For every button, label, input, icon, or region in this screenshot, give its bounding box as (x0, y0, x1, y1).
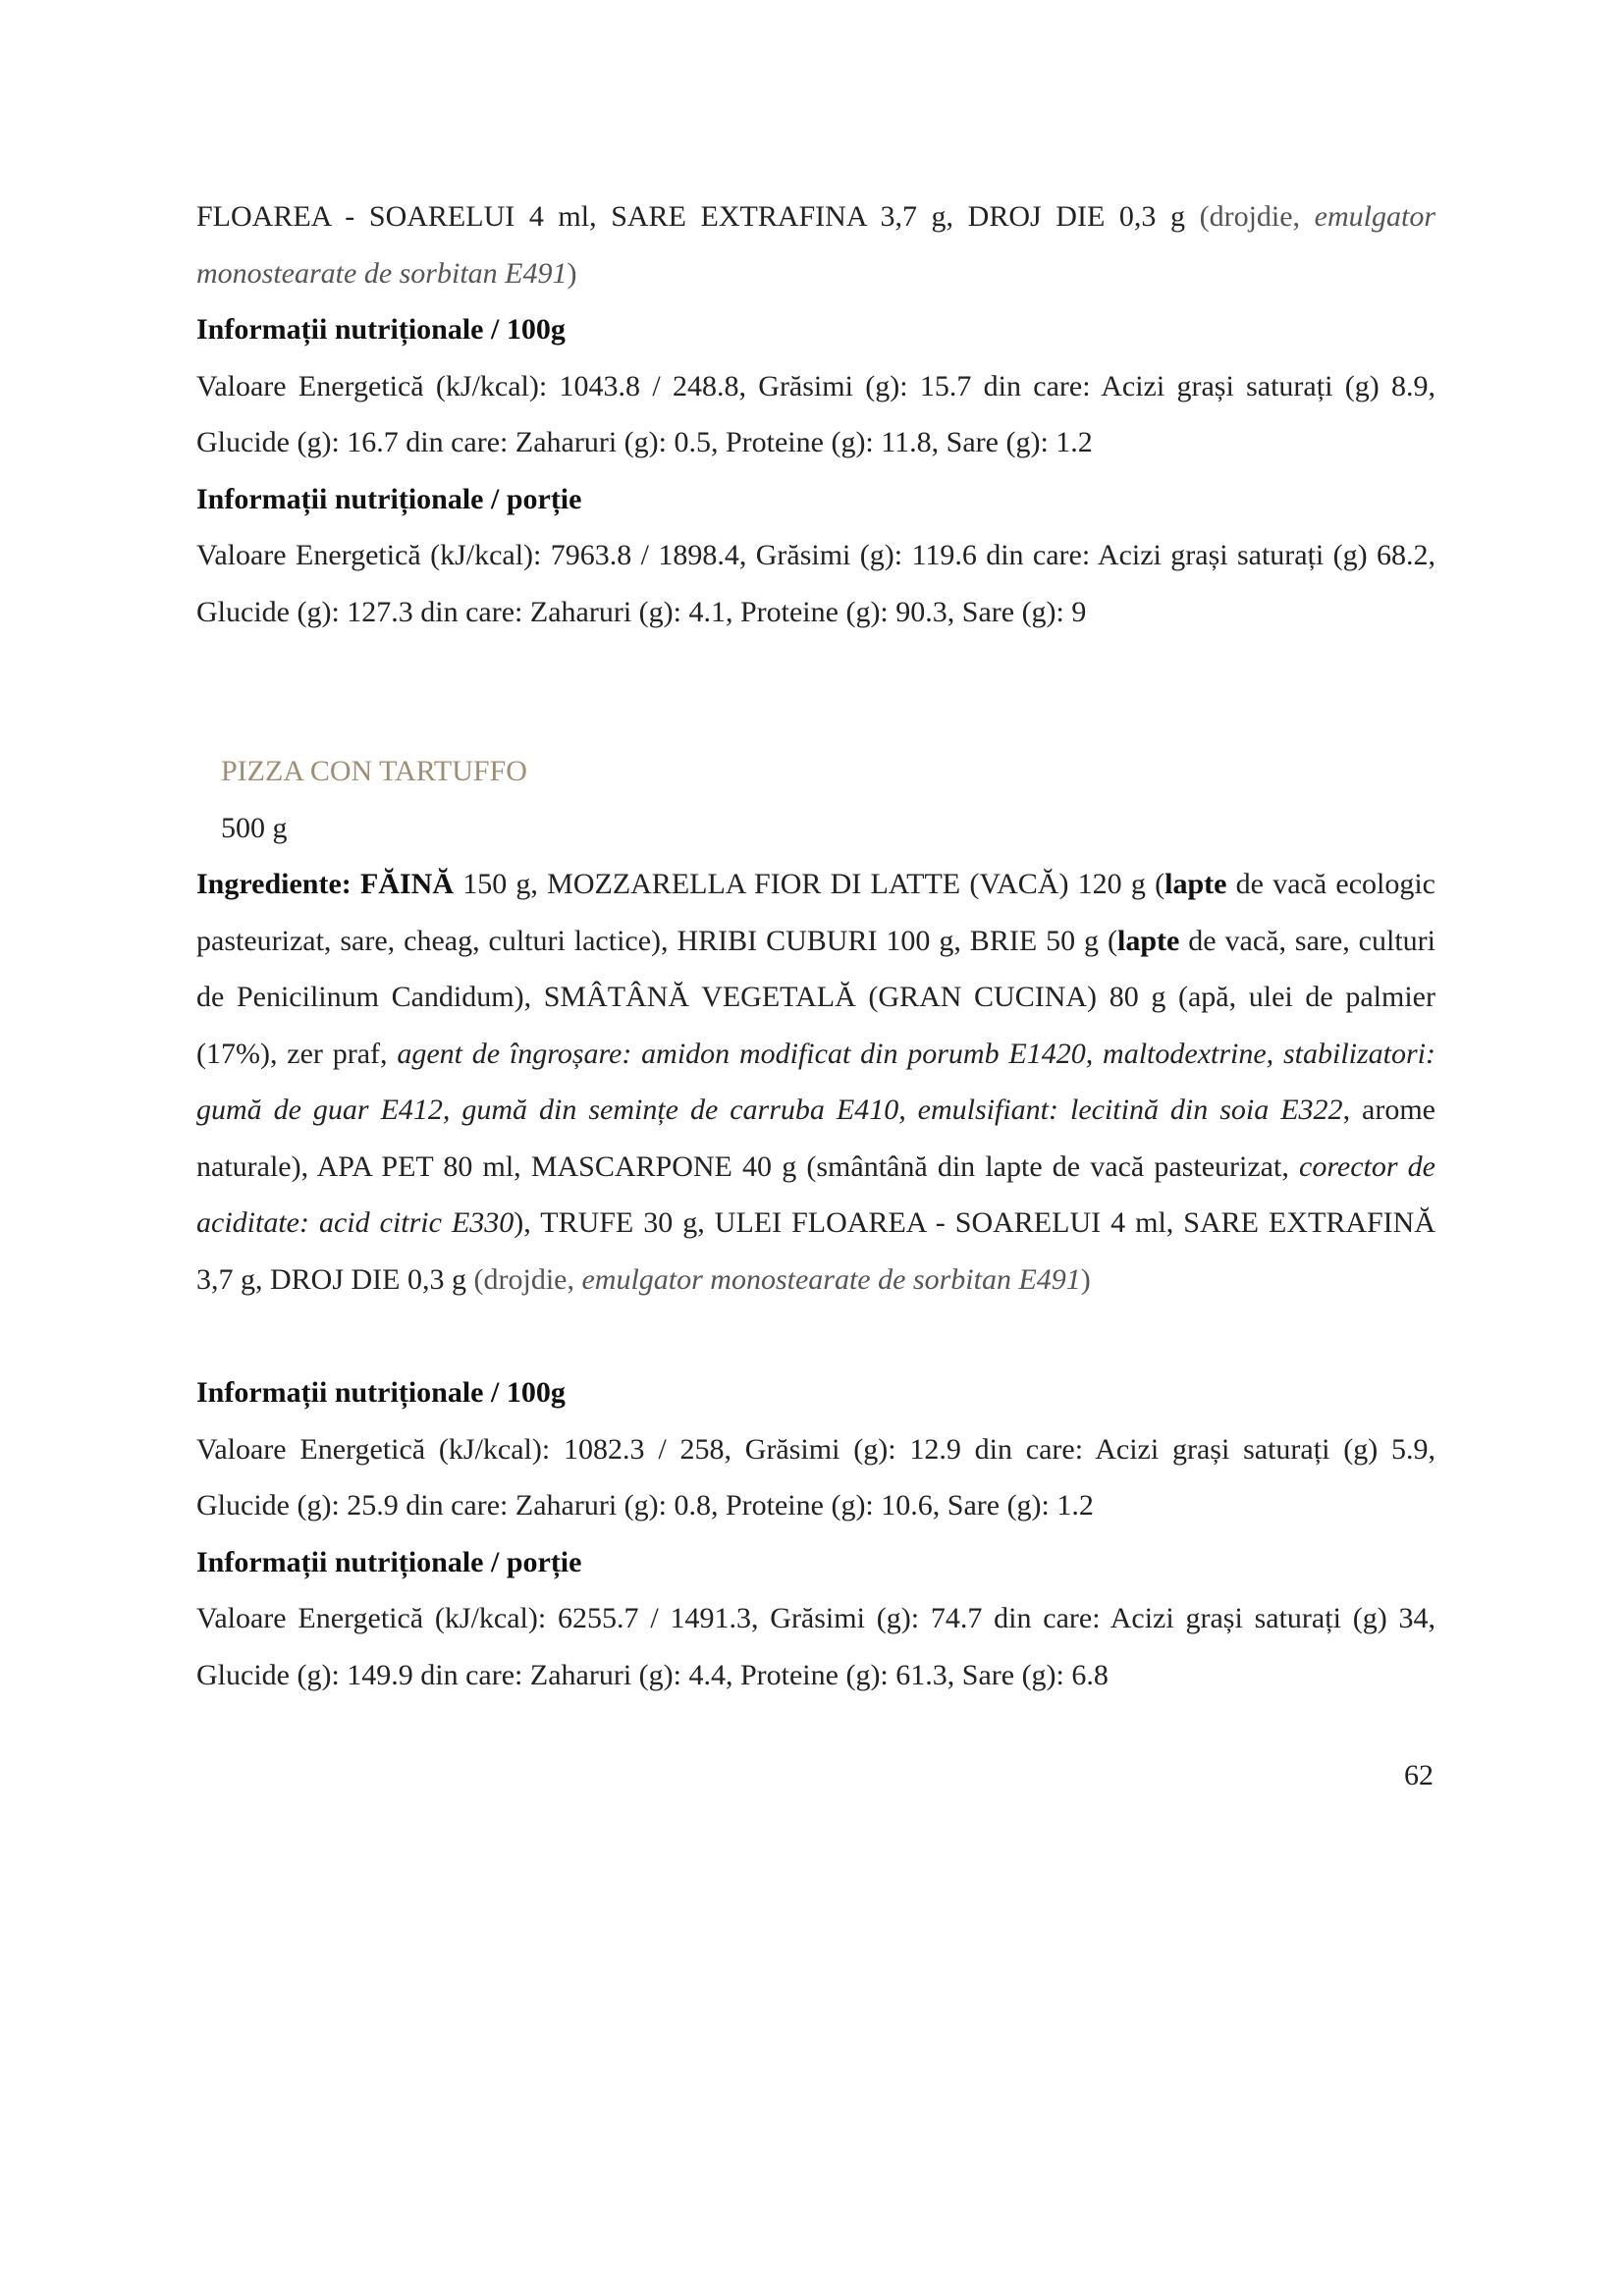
ingredients-text: ), TRUFE 30 g, ULEI FLOAREA - SOARELUI 4 ml, SARE EXTRAFINĂ 3,7 g, DROJ DIE 0,3 g (196, 1206, 1435, 1296)
nutrition-100g-values: Valoare Energetică (kJ/kcal): 1043.8 / 248.8, Grăsimi (g): 15.7 din care: Acizi grași saturați (g) 8.9, Glucide (g): 16.7 din care: Zaharuri (g): 0.5, Proteine (g): 11.8, Sare (g): 1.2 (196, 369, 1435, 458)
ingredients-text: de vacă ecologic pasteurizat, sare, cheag, culturi lactice), HRIBI CUBURI 100 g, BRIE 50 g ( (196, 868, 1435, 957)
allergen-flour: FĂINĂ (351, 868, 454, 900)
yeast-note-close: ) (1080, 1262, 1091, 1296)
ingredients-paragraph (196, 856, 1435, 1308)
nutrition-100g-values: Valoare Energetică (kJ/kcal): 1082.3 / 258, Grăsimi (g): 12.9 din care: Acizi grași saturați (g) 5.9, Glucide (g): 25.9 din care: Zaharuri (g): 0.8, Proteine (g): 10.6, Sare (g): 1.2 (196, 1432, 1435, 1522)
nutrition-portion-heading: Informații nutriționale / porție (196, 1545, 582, 1578)
continued-ingredients (196, 188, 1435, 301)
emulsifier-note: emulgator monostearate de sorbitan E491 (581, 1262, 1081, 1296)
ingredients-text: de vacă, sare, culturi de Penicilinum Candidum), SMÂTÂNĂ VEGETALĂ (GRAN CUCINA) 80 g (apă, ulei de palmier (17%), zer praf, (196, 924, 1435, 1070)
additives-text: agent de îngroșare: amidon modificat din porumb E1420, maltodextrine, stabilizatori: gumă de guar E412, gumă din semințe de carruba E410, emulsifiant: lecitină din soia E322 (196, 1037, 1436, 1126)
nutrition-portion-heading: Informații nutriționale / porție (196, 482, 582, 515)
nutrition-portion-values: Valoare Energetică (kJ/kcal): 6255.7 / 1491.3, Grăsimi (g): 74.7 din care: Acizi grași saturați (g) 34, Glucide (g): 149.9 din care: Zaharuri (g): 4.4, Proteine (g): 61.3, Sare (g): 6.8 (196, 1602, 1435, 1691)
allergen-milk: lapte (1164, 868, 1227, 900)
yeast-note: (drojdie, (1184, 200, 1301, 233)
document-page (196, 188, 1435, 1703)
yeast-note-close: ) (567, 256, 577, 290)
ingredients-text: 150 g, MOZZARELLA FIOR DI LATTE (VACĂ) 120 g ( (453, 868, 1165, 900)
ingredients-label: Ingrediente: (196, 868, 352, 900)
nutrition-portion-values: Valoare Energetică (kJ/kcal): 7963.8 / 1898.4, Grăsimi (g): 119.6 din care: Acizi grași saturați (g) 68.2, Glucide (g): 127.3 din care: Zaharuri (g): 4.1, Proteine (g): 90.3, Sare (g): 9 (196, 539, 1435, 628)
product-weight: 500 g (221, 811, 288, 844)
page-number: 62 (1404, 1759, 1434, 1791)
yeast-note: (drojdie, (466, 1262, 582, 1296)
nutrition-100g-heading: Informații nutriționale / 100g (196, 313, 566, 346)
emulsifier-note: emulgator monostearate de sorbitan E491 (196, 200, 1435, 290)
product-title: PIZZA CON TARTUFFO (221, 755, 527, 787)
ingredients-text: FLOAREA - SOARELUI 4 ml, SARE EXTRAFINA 3,7 g, DROJ DIE 0,3 g (196, 200, 1185, 233)
allergen-milk: lapte (1116, 924, 1180, 957)
additives-text: corector de aciditate: acid citric E330 (196, 1149, 1435, 1239)
nutrition-100g-heading: Informații nutriționale / 100g (196, 1376, 566, 1409)
ingredients-text: , arome naturale), APA PET 80 ml, MASCARPONE 40 g (smântână din lapte de vacă pasteurizat, (196, 1094, 1435, 1183)
